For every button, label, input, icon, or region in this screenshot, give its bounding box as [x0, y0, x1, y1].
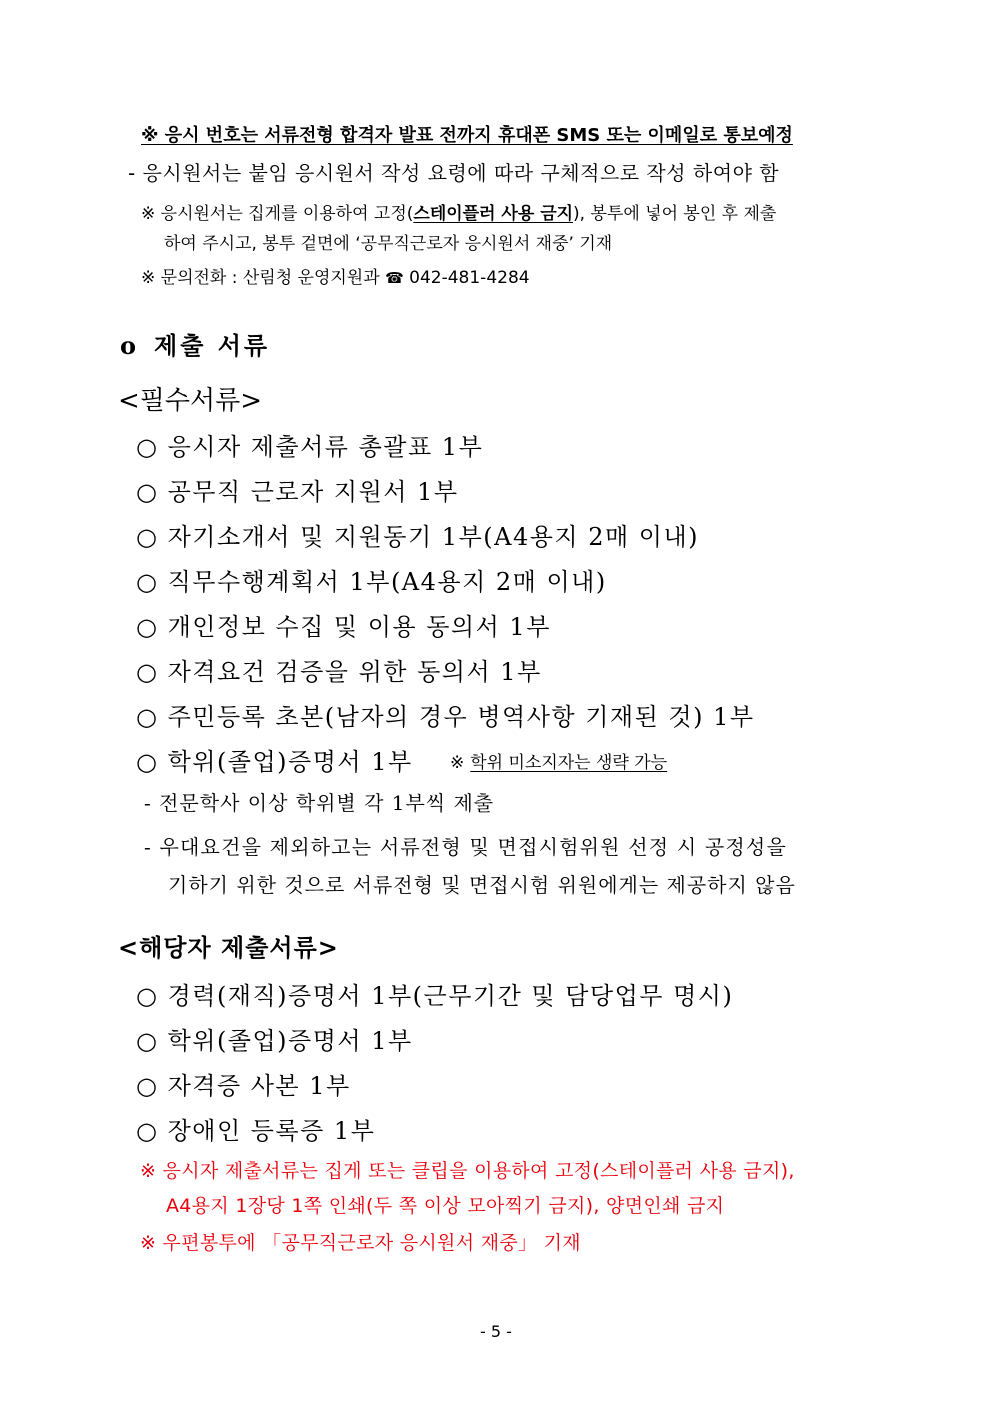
page-number: - 5 - [480, 1322, 512, 1341]
list-item: ○ 주민등록 초본(남자의 경우 병역사항 기재된 것) 1부 [136, 703, 755, 731]
warning-line-1: ※ 응시자 제출서류는 집게 또는 클립을 이용하여 고정(스테이플러 사용 금지), [140, 1160, 795, 1182]
list-item: ○ 응시자 제출서류 총괄표 1부 [136, 433, 484, 461]
degree-note [450, 748, 667, 773]
list-item: ○ 직무수행계획서 1부(A4용지 2매 이내) [136, 568, 607, 596]
binding-note-post: ), 봉투에 넣어 봉인 후 제출 [573, 204, 777, 224]
sms-notice: ※ 응시 번호는 서류전형 합격자 발표 전까지 휴대폰 SMS 또는 이메일로 통보예정 [141, 125, 793, 146]
list-item: ○ 공무직 근로자 지원서 1부 [136, 478, 459, 506]
application-note: - 응시원서는 붙임 응시원서 작성 요령에 따라 구체적으로 작성 하여야 함 [128, 161, 780, 185]
list-item: ○ 경력(재직)증명서 1부(근무기간 및 담당업무 명시) [136, 982, 734, 1010]
inquiry-line [141, 263, 530, 288]
binding-note [141, 199, 776, 224]
degree-note-mark: ※ [450, 753, 465, 773]
warning-line-3: ※ 우편봉투에 「공무직근로자 응시원서 재중」 기재 [140, 1232, 581, 1254]
degree-note-text: 학위 미소지자는 생략 가능 [470, 753, 668, 773]
list-item: ○ 자격요건 검증을 위한 동의서 1부 [136, 658, 542, 686]
phone-icon: ☎ [385, 269, 404, 287]
inquiry-label: ※ 문의전화 : 산림청 운영지원과 [141, 268, 380, 288]
sub-note-2-line1: - 우대요건을 제외하고는 서류전형 및 면접시험위원 선정 시 공정성을 [144, 835, 787, 859]
list-item: ○ 장애인 등록증 1부 [136, 1117, 376, 1145]
binding-note-bold: 스테이플러 사용 금지 [413, 204, 574, 224]
conditional-docs-heading: <해당자 제출서류> [118, 933, 339, 962]
list-item: ○ 개인정보 수집 및 이용 동의서 1부 [136, 613, 551, 641]
list-item: ○ 학위(졸업)증명서 1부 [136, 748, 413, 776]
binding-note-pre: ※ 응시원서는 집게를 이용하여 고정( [141, 204, 414, 224]
warning-line-2: A4용지 1장당 1쪽 인쇄(두 쪽 이상 모아찍기 금지), 양면인쇄 금지 [166, 1195, 725, 1217]
section-bullet: o [120, 331, 137, 360]
inquiry-number: 042-481-4284 [409, 268, 530, 288]
section-title-text: 제출 서류 [154, 331, 271, 360]
list-item: ○ 자격증 사본 1부 [136, 1072, 351, 1100]
list-item: ○ 자기소개서 및 지원동기 1부(A4용지 2매 이내) [136, 523, 700, 551]
sub-note-2-line2: 기하기 위한 것으로 서류전형 및 면접시험 위원에게는 제공하지 않음 [168, 873, 796, 897]
binding-note-line2: 하여 주시고, 봉투 겉면에 ‘공무직근로자 응시원서 재중’ 기재 [164, 234, 613, 254]
sub-note-1: - 전문학사 이상 학위별 각 1부씩 제출 [144, 791, 495, 815]
required-docs-heading: <필수서류> [118, 386, 263, 416]
section-title [120, 326, 270, 361]
list-item: ○ 학위(졸업)증명서 1부 [136, 1027, 413, 1055]
